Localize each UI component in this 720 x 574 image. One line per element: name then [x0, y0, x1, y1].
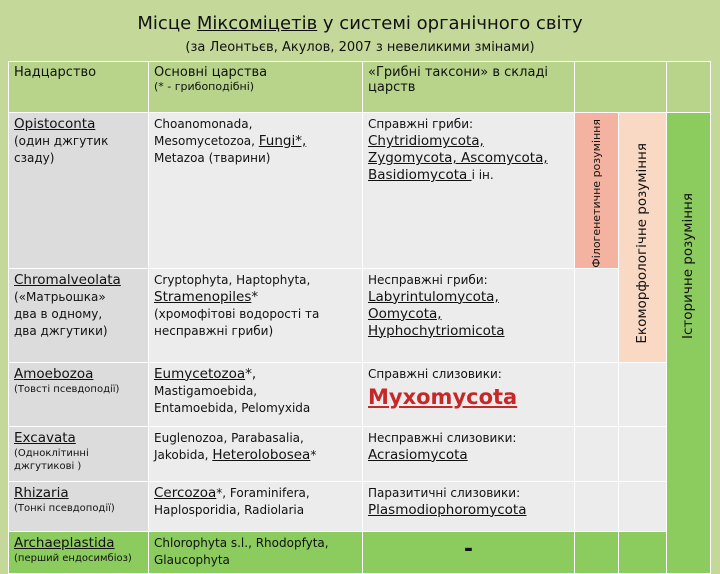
- myxomycota-highlight: Myxomycota: [368, 384, 518, 409]
- no-fungal-taxa-dash: -: [463, 536, 474, 562]
- table-row: Opistoconta (один джгутик сзаду) Choanomonada, Mesomycetozoa, Fungi*, Metazoa (тварини) Справжні гриби: Chytridiomycota, Zygomycota, Ascomycota, Basidiomycota і ін. Філогенетичне розуміння Екоморфологічне розуміння Історичне розуміння: [9, 113, 711, 269]
- table-row: Archaeplastida (перший ендосимбіоз) Chlorophyta s.l., Rhodopfyta, Glaucophyta -: [9, 531, 711, 573]
- header-superkingdom: Надцарство: [9, 62, 149, 113]
- superkingdom-name: Amoebozoa: [14, 365, 94, 382]
- table-row: Amoebozoa (Товсті псевдоподії) Eumycetozoa*, Mastigamoebida, Entamoebida, Pelomyxida Справжні слизовики: Myxomycota: [9, 362, 711, 426]
- table-row: Excavata (Одноклітинні джгутикові ) Euglenozoa, Parabasalia, Jakobida, Heterolobosea* Несправжні слизовики: Acrasiomycota: [9, 426, 711, 481]
- taxonomy-table: [8, 61, 711, 574]
- header-kingdoms: Основні царства (* - грибоподібні): [149, 62, 363, 113]
- ecomorphological-column: Екоморфологічне розуміння: [619, 113, 667, 363]
- table-row: Rhizaria (Тонкі псевдоподії) Cercozoa*, Foraminifera, Haplosporidia, Radiolaria Паразитичні слизовики: Plasmodiophoromycota: [9, 481, 711, 531]
- historical-column: Історичне розуміння: [667, 113, 711, 574]
- phylogenetic-column: Філогенетичне розуміння: [575, 113, 619, 269]
- superkingdom-name: Opistoconta: [14, 116, 96, 132]
- table-row: Chromalveolata («Матрьошка» два в одному, два джгутики) Cryptophyta, Haptophyta, Stramenopiles* (хромофітові водорості та несправжні гриби) Несправжні гриби: Labyrintulomycota, Oomycota, Hyphochytriomicota: [9, 268, 711, 362]
- title-highlight: Міксоміцетів: [196, 13, 318, 34]
- table-header: [9, 62, 711, 113]
- superkingdom-name: Excavata: [14, 429, 76, 446]
- superkingdom-name: Rhizaria: [14, 484, 69, 501]
- slide-title: Місце Міксоміцетів у системі органічного світу: [137, 13, 583, 34]
- header-fungal-taxa: «Грибні таксони» в складі царств: [363, 62, 575, 113]
- superkingdom-name: Archaeplastida: [14, 534, 115, 551]
- slide-subtitle: (за Леонтьєв, Акулов, 2007 з невеликими змінами): [185, 40, 535, 55]
- superkingdom-name: Chromalveolata: [14, 271, 121, 288]
